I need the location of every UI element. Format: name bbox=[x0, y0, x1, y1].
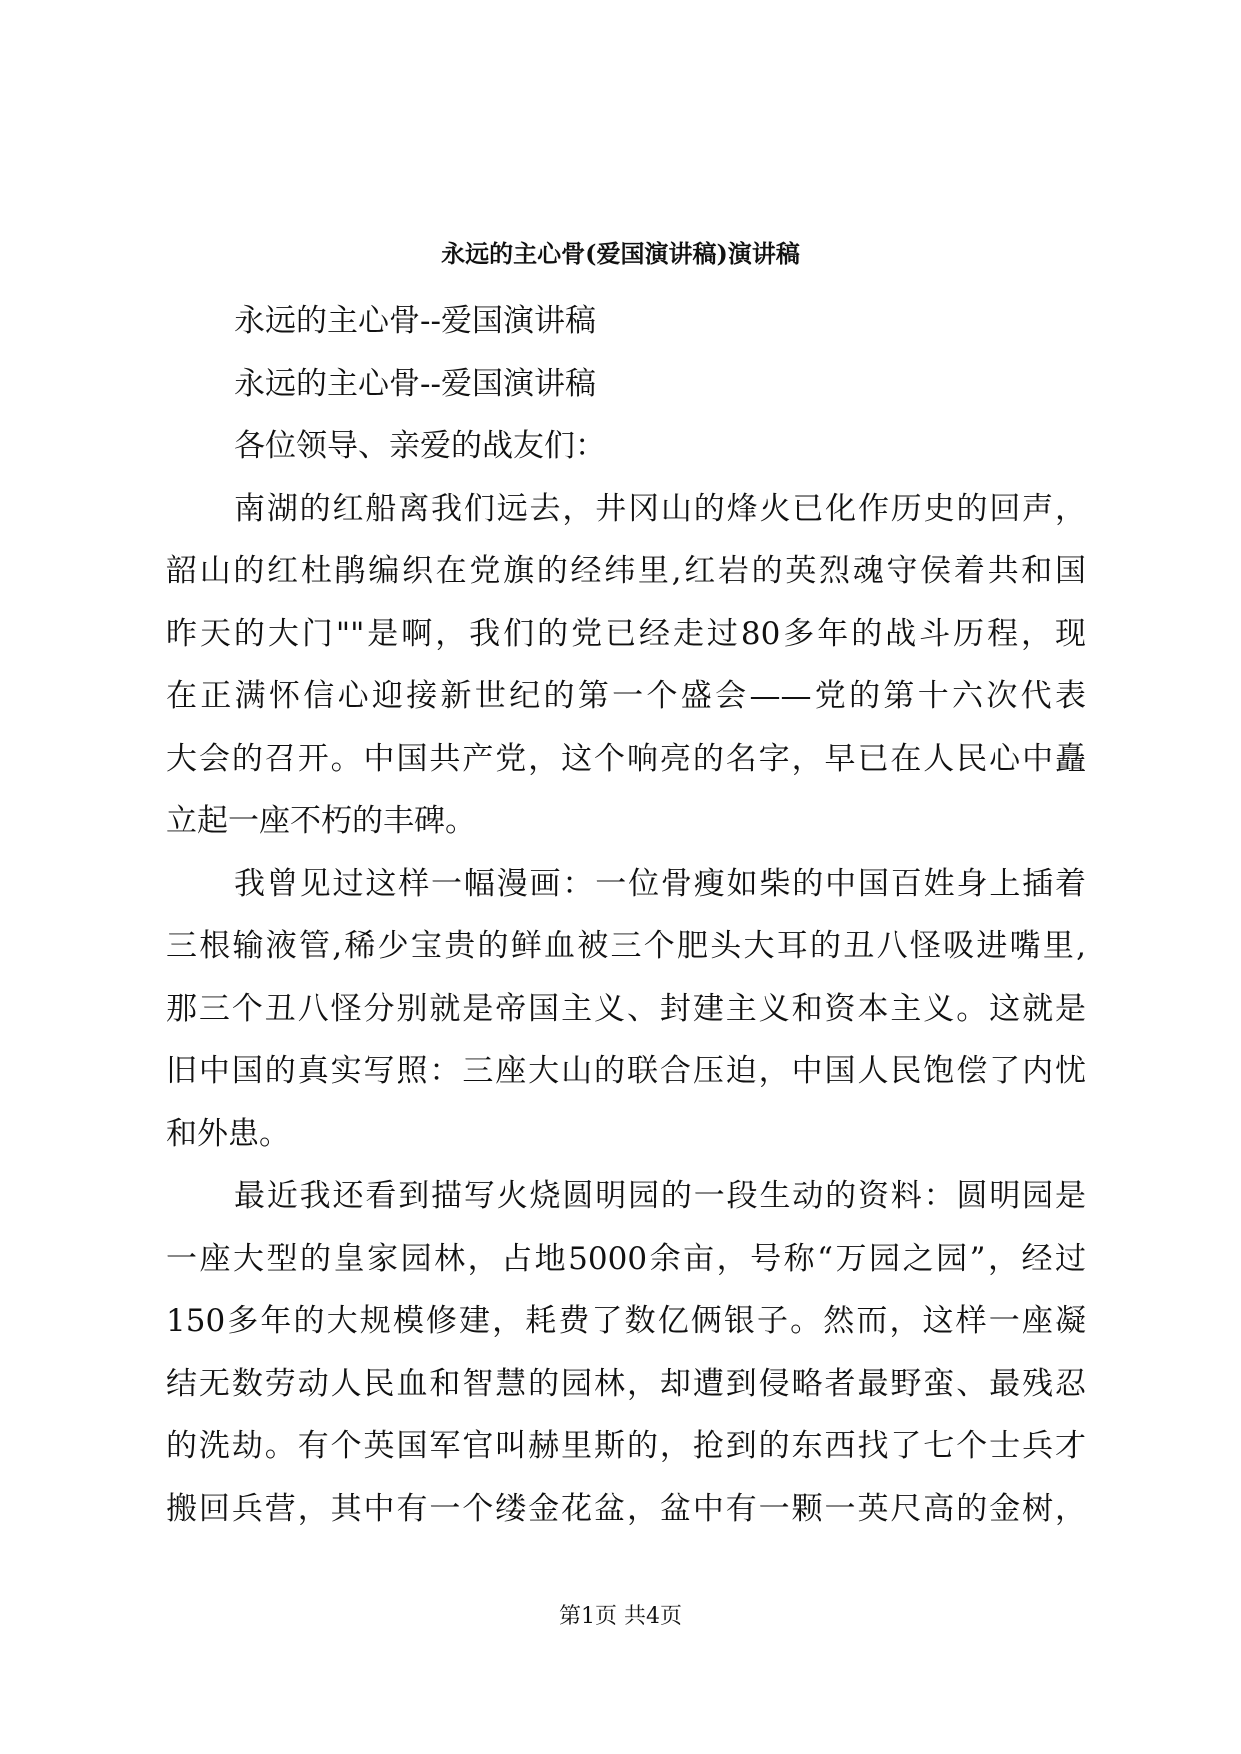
text-line: 最近我还看到描写火烧圆明园的一段生动的资料：圆明园是 bbox=[234, 1178, 1086, 1214]
text-line: 搬回兵营，其中有一个缕金花盆，盆中有一颗一英尺高的金树， bbox=[166, 1490, 1086, 1527]
page-number-footer: 第1页 共4页 bbox=[559, 1604, 682, 1629]
text-line: 永远的主心骨--爱国演讲稿 bbox=[234, 365, 596, 402]
text-line: 立起一座不朽的丰碑。 bbox=[166, 803, 476, 839]
text-line: 永远的主心骨--爱国演讲稿 bbox=[234, 303, 596, 339]
text-line: 我曾见过这样一幅漫画：一位骨瘦如柴的中国百姓身上插着 bbox=[234, 865, 1086, 902]
text-line: 一座大型的皇家园林，占地5000余亩，号称“万园之园”，经过 bbox=[166, 1240, 1086, 1277]
text-line: 在正满怀信心迎接新世纪的第一个盛会——党的第十六次代表 bbox=[166, 678, 1086, 714]
text-line: 那三个丑八怪分别就是帝国主义、封建主义和资本主义。这就是 bbox=[166, 990, 1086, 1027]
document-body bbox=[166, 290, 1086, 1540]
text-line: 三根输液管,稀少宝贵的鲜血被三个肥头大耳的丑八怪吸进嘴里, bbox=[166, 928, 1086, 964]
text-line: 南湖的红船离我们远去，井冈山的烽火已化作历史的回声， bbox=[234, 490, 1086, 527]
text-line: 旧中国的真实写照：三座大山的联合压迫，中国人民饱偿了内忧 bbox=[166, 1053, 1086, 1089]
text-line: 和外患。 bbox=[166, 1115, 290, 1152]
text-line: 韶山的红杜鹃编织在党旗的经纬里,红岩的英烈魂守侯着共和国 bbox=[166, 553, 1086, 589]
text-line: 各位领导、亲爱的战友们： bbox=[234, 428, 606, 464]
document-title: 永远的主心骨(爱国演讲稿)演讲稿 bbox=[441, 239, 800, 268]
text-line: 结无数劳动人民血和智慧的园林，却遭到侵略者最野蛮、最残忍 bbox=[166, 1365, 1086, 1402]
text-line: 的洗劫。有个英国军官叫赫里斯的，抢到的东西找了七个士兵才 bbox=[166, 1428, 1086, 1464]
text-line: 昨天的大门""是啊，我们的党已经走过80多年的战斗历程，现 bbox=[166, 615, 1086, 652]
text-line: 大会的召开。中国共产党，这个响亮的名字，早已在人民心中矗 bbox=[166, 740, 1086, 777]
text-line: 150多年的大规模修建，耗费了数亿俩银子。然而，这样一座凝 bbox=[166, 1303, 1086, 1339]
